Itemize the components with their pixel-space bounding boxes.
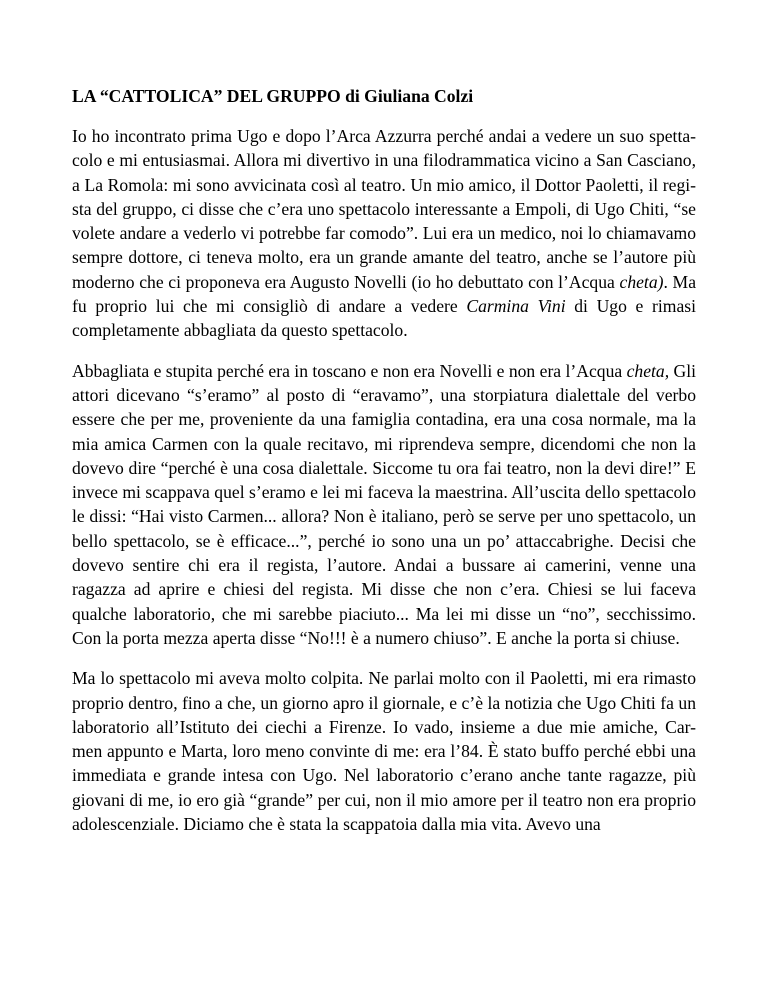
paragraph-1-italic-carmina-vini: Carmina Vini <box>466 296 566 317</box>
paragraph-1-text-c: . Ma fu proprio lui che mi consigliò di andare a vedere <box>72 271 697 317</box>
paragraph-1 <box>72 124 696 343</box>
paragraph-1-text-a: Io ho incontrato prima Ugo e dopo l’Arca Azzurra perché andai a vedere un suo spetta- colo e mi entusiasmai. Allora mi divertivo in una filodrammatica vicino a San Casciano, a La Romola: mi sono avvicinata così al teatro. Un mio amico, il Dottor Paoletti, il regi- sta del gruppo, ci disse che c’era uno spettacolo interessante a Empoli, di Ugo Chiti, “se volete andare a vederlo vi potrebbe far comodo”. Lui era un medico, noi lo chiamavamo sempre dottore, ci teneva molto, era un grande amante del teatro, anche se l’autore più moderno che ci proponeva era Augusto Novelli (io ho debuttato con l’Acqua <box>72 126 696 292</box>
paragraph-1-italic-cheta: cheta) <box>619 271 664 292</box>
paragraph-3: Ma lo spettacolo mi aveva molto colpita. Ne parlai molto con il Paoletti, mi era rimasto proprio dentro, fino a che, un giorno apro il giornale, e c’è la notizia che Ugo Chiti fa un laboratorio all’Istituto dei ciechi a Firenze. Io vado, insieme a due mie amiche, Car- men appunto e Marta, loro meno convinte di me: era l’84. È stato buffo perché ebbi una immediata e grande intesa con Ugo. Nel laboratorio c’erano anche tante ragazze, più giovani di me, io ero già “grande” per cui, non il mio amore per il teatro non era proprio adolescenziale. Diciamo che è stata la scappatoia dalla mia vita. Avevo una <box>72 668 696 835</box>
paragraph-2-text-c: Gli attori dicevano “s’eramo” al posto di “eravamo”, una storpiatura dialettale del verbo essere che per me, proveniente da una famiglia contadina, era una cosa normale, ma la mia amica Carmen con la quale recitavo, mi riprendeva sempre, dicendomi che non la dovevo dire “perché è una cosa dialettale. Siccome tu ora fai teatro, non la devi dire!” E invece mi scappava quel s’eramo e lei mi faceva la maestrina. All’uscita dello spettacolo le dissi: “Hai visto Carmen... allora? Non è italiano, però se serve per uno spettacolo, un bello spettacolo, se è efficace...”, perché io sono una un po’ attaccabrighe. Decisi che dovevo sentire chi era il regista, l’autore. Andai a bussare ai camerini, venne una ragazza ad aprire e chiesi del regista. Mi disse che non c’era. Chiesi se lui faceva qualche laboratorio, che mi sarebbe piaciuto... Ma lei mi disse un “no”, secchissimo. Con la porta mezza aperta disse “No!!! è a numero chiuso”. E anche la porta si chiuse. <box>72 360 696 648</box>
paragraph-2-italic-cheta: cheta, <box>626 360 670 381</box>
paragraph-2-text-a: Abbagliata e stupita perché era in toscano e non era Novelli e non era l’Acqua <box>72 360 627 381</box>
document-title: LA “CATTOLICA” DEL GRUPPO di Giuliana Colzi <box>72 86 474 106</box>
paragraph-2 <box>72 359 696 651</box>
document-page <box>72 84 696 836</box>
paragraph-1-text-e: di Ugo e rimasi completamente abbagliata da questo spettacolo. <box>72 296 696 341</box>
